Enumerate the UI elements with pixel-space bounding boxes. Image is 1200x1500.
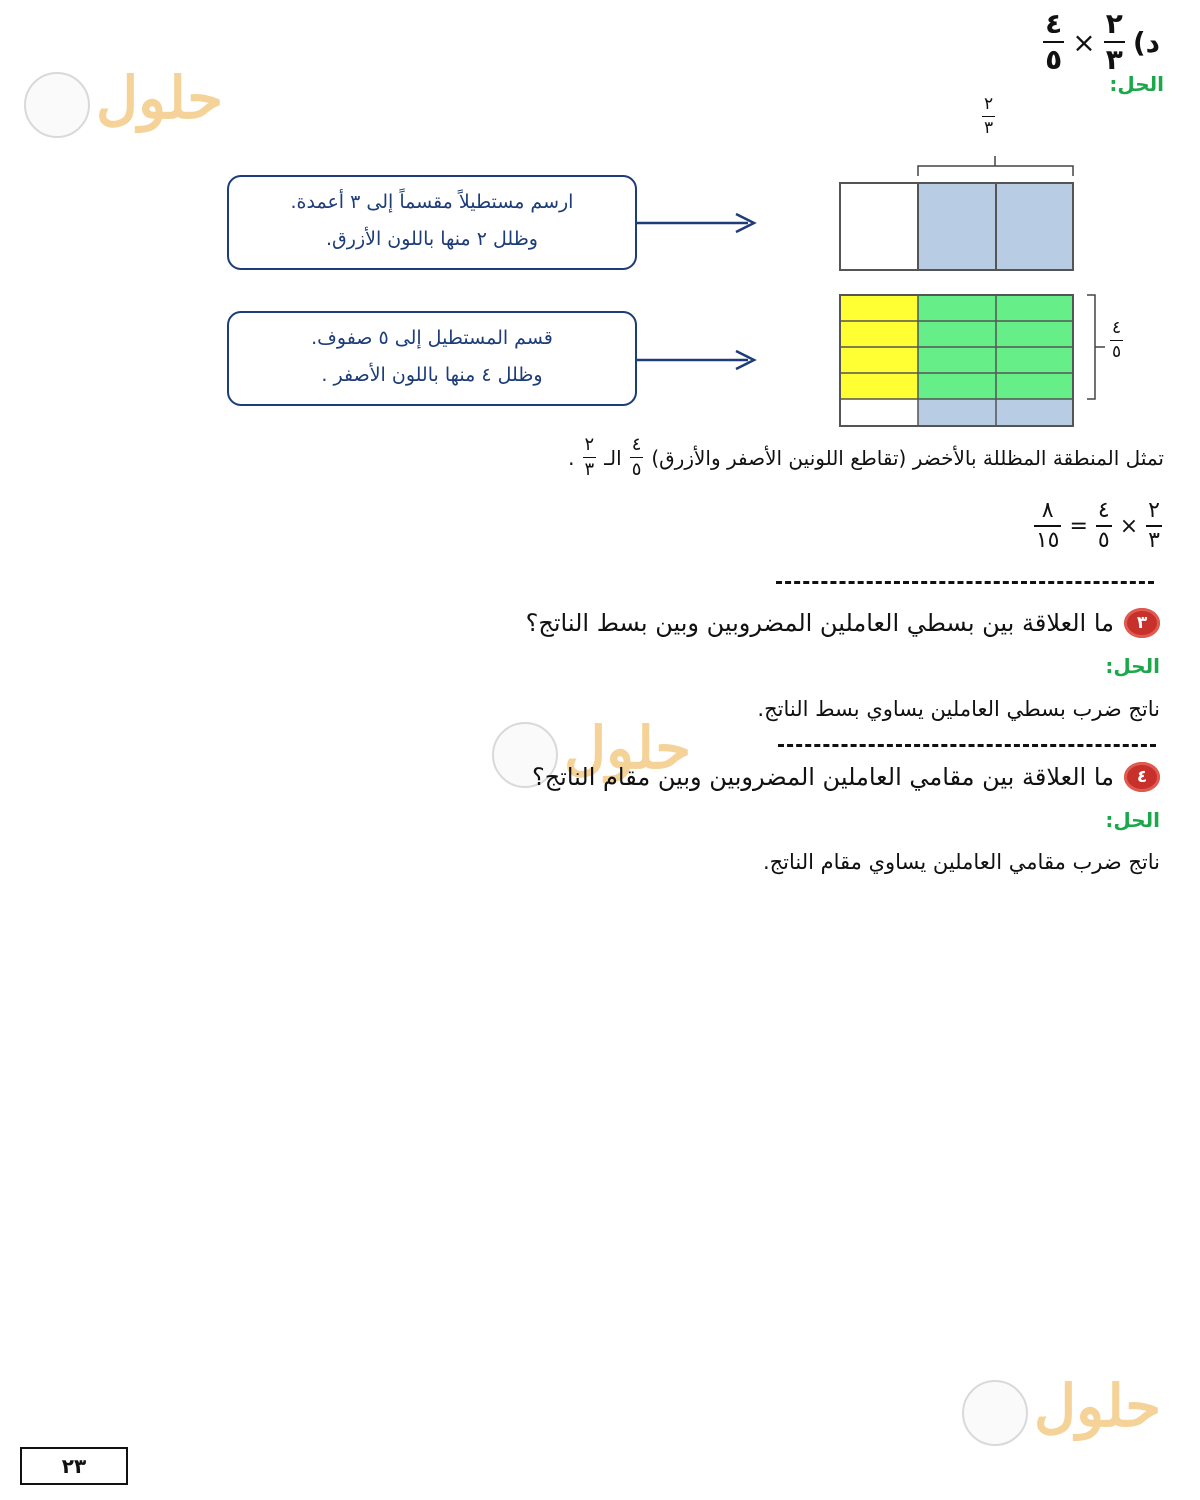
question-text: ما العلاقة بين مقامي العاملين المضروبين وبين مقام الناتج؟: [531, 763, 1114, 791]
rect-col-1: [840, 183, 918, 270]
times-sign: ×: [1072, 25, 1096, 59]
rect-col-3: [996, 183, 1073, 270]
arrow-icon: [637, 214, 754, 232]
question-text: ما العلاقة بين بسطي العاملين المضروبين وبين بسط الناتج؟: [525, 609, 1114, 637]
question-4: [532, 762, 1160, 792]
side-brace: [1087, 295, 1105, 399]
page-number: ٢٣: [61, 1454, 87, 1478]
divider: [776, 581, 1154, 584]
instruction-line: وظلل ٢ منها باللون الأزرق.: [326, 228, 538, 250]
rect-grid: [840, 295, 1073, 426]
solution-label: الحل:: [1105, 808, 1160, 832]
solution-label: الحل:: [1105, 654, 1160, 678]
explanation-text: تمثل المنطقة المظللة بالأخضر (تقاطع اللونين الأصفر والأزرق): [651, 445, 1164, 470]
page-number-box: [20, 1447, 128, 1485]
watermark-text: حلول: [96, 64, 224, 132]
answer-text: ناتج ضرب مقامي العاملين يساوي مقام الناتج.: [762, 850, 1160, 874]
arrow-icon: [637, 351, 754, 369]
equation: $\frac{٢}{٣}$ × $\frac{٤}{٥}$ = $\frac{٨}{١٥}$: [1035, 498, 1160, 553]
instruction-line: وظلل ٤ منها باللون الأصفر .: [321, 364, 543, 386]
watermark-text: حلول: [1034, 1372, 1162, 1440]
instruction-line: قسم المستطيل إلى ٥ صفوف.: [311, 327, 553, 349]
side-fraction-label: $\frac{٤}{٥}$: [1112, 318, 1122, 362]
explanation-line: [568, 436, 1164, 479]
divider: [778, 744, 1156, 747]
instruction-line: ارسم مستطيلاً مقسماً إلى ٣ أعمدة.: [290, 191, 574, 213]
explanation-end: .: [568, 445, 575, 470]
solution-label: الحل:: [1109, 72, 1164, 96]
fraction-four-fifths: $\frac{٤}{٥}$: [631, 434, 642, 480]
question-number-badge: ٣: [1124, 608, 1160, 638]
rect-col-2: [918, 183, 996, 270]
watermark-logo-icon: [962, 1380, 1028, 1446]
problem-letter: د): [1132, 25, 1160, 59]
fraction-two-thirds: $\frac{٢}{٣}$: [584, 434, 595, 480]
fraction-four-fifths: $\frac{٤}{٥}$: [1045, 7, 1063, 76]
question-number-badge: ٤: [1124, 762, 1160, 792]
explanation-connector: الـ: [604, 445, 622, 470]
watermark-text: حلول: [564, 714, 692, 782]
fraction-two-thirds: $\frac{٢}{٣}$: [1105, 7, 1123, 76]
instruction-box-rows: [227, 311, 637, 406]
watermark-bottom-right: [962, 1372, 1182, 1450]
top-fraction-label: $\frac{٢}{٣}$: [984, 94, 994, 138]
answer-text: ناتج ضرب بسطي العاملين يساوي بسط الناتج.: [757, 697, 1160, 721]
question-3: [526, 608, 1160, 638]
instruction-box-columns: [227, 175, 637, 270]
top-brace: [918, 156, 1073, 176]
rect-thirds: [840, 183, 1073, 270]
